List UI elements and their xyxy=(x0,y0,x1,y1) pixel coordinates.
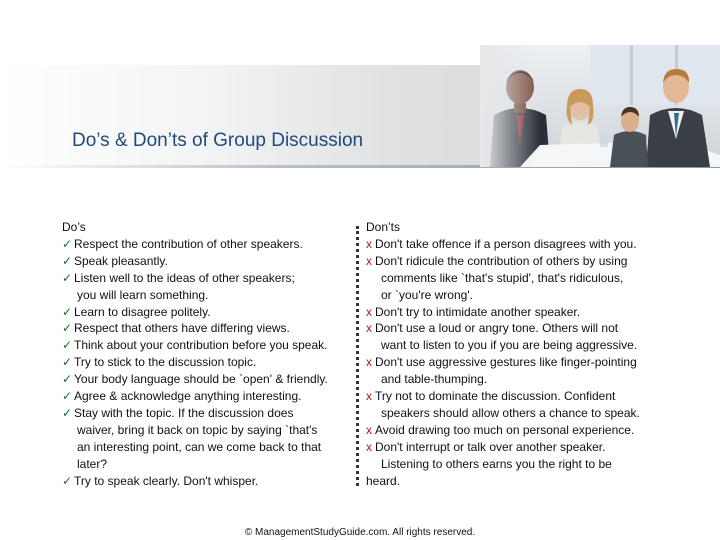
donts-item-text: Don't try to intimidate another speaker. xyxy=(375,304,581,319)
check-icon: ✓ xyxy=(62,236,73,251)
dos-item-text: Learn to disagree politely. xyxy=(74,304,211,319)
dos-item xyxy=(62,337,352,354)
dos-item xyxy=(62,371,352,388)
dos-item xyxy=(62,304,352,321)
donts-item xyxy=(366,320,666,337)
cross-icon: x xyxy=(366,304,372,319)
dos-item xyxy=(62,320,352,337)
dos-item-continuation: waiver, bring it back on topic by saying `that's xyxy=(77,422,318,437)
dos-item-continuation: an interesting point, can we come back to that xyxy=(77,439,322,454)
donts-item-text: Try not to dominate the discussion. Confident xyxy=(375,389,616,404)
check-icon: ✓ xyxy=(62,389,73,404)
donts-item-text: Don't interrupt or talk over another speaker. xyxy=(375,439,606,454)
dos-item-text: Speak pleasantly. xyxy=(74,253,168,268)
cross-icon: x xyxy=(366,422,372,437)
donts-item-continuation: or `you're wrong'. xyxy=(381,287,473,302)
dos-item xyxy=(62,388,352,405)
dos-item xyxy=(62,473,352,490)
dos-column xyxy=(62,219,352,490)
check-icon: ✓ xyxy=(62,355,73,370)
dos-item-text: Try to stick to the discussion topic. xyxy=(74,355,257,370)
dos-item xyxy=(62,253,352,270)
dos-item-text: Respect the contribution of other speakers. xyxy=(74,236,303,251)
donts-item xyxy=(366,439,666,456)
dos-item xyxy=(62,270,352,287)
donts-item xyxy=(366,388,666,405)
check-icon: ✓ xyxy=(62,321,73,336)
dos-item-continuation: you will learn something. xyxy=(77,287,209,302)
donts-item xyxy=(366,304,666,321)
dos-item xyxy=(62,405,352,422)
check-icon: ✓ xyxy=(62,473,73,488)
donts-item-continuation: Listening to others earns you the right to be xyxy=(381,456,612,471)
donts-item-text: Don't take offence if a person disagrees with you. xyxy=(375,236,637,251)
dos-item xyxy=(62,236,352,253)
donts-item-text: Don't use aggressive gestures like finger-pointing xyxy=(375,355,637,370)
donts-item-text: Don't ridicule the contribution of others by using xyxy=(375,253,628,268)
dos-item-text: Your body language should be `open' & friendly. xyxy=(74,372,328,387)
dos-item-text: Respect that others have differing views. xyxy=(74,321,290,336)
check-icon: ✓ xyxy=(62,304,73,319)
donts-item-continuation: comments like `that's stupid', that's ridiculous, xyxy=(381,270,624,285)
cross-icon: x xyxy=(366,236,372,251)
donts-item-text: Don't use a loud or angry tone. Others will not xyxy=(375,321,619,336)
donts-item-continuation: heard. xyxy=(366,473,401,488)
check-icon: ✓ xyxy=(62,270,73,285)
column-divider xyxy=(356,226,359,486)
check-icon: ✓ xyxy=(62,405,73,420)
cross-icon: x xyxy=(366,439,372,454)
dos-item-text: Agree & acknowledge anything interesting. xyxy=(74,389,302,404)
donts-item-continuation: and table-thumping. xyxy=(381,372,488,387)
dos-heading: Do’s xyxy=(62,220,86,234)
cross-icon: x xyxy=(366,321,372,336)
copyright-footer: © ManagementStudyGuide.com. All rights reserved. xyxy=(244,527,476,538)
dos-item-text: Listen well to the ideas of other speakers; xyxy=(74,270,295,285)
meeting-photo xyxy=(480,45,720,167)
dos-item-text: Try to speak clearly. Don't whisper. xyxy=(74,473,259,488)
check-icon: ✓ xyxy=(62,338,73,353)
dos-item-continuation: later? xyxy=(77,456,108,471)
donts-item-continuation: want to listen to you if you are being aggressive. xyxy=(381,338,638,353)
slide-title: Do’s & Don’ts of Group Discussion xyxy=(72,130,364,151)
donts-item xyxy=(366,236,666,253)
donts-item-continuation: speakers should allow others a chance to speak. xyxy=(381,405,640,420)
cross-icon: x xyxy=(366,389,372,404)
donts-item xyxy=(366,422,666,439)
check-icon: ✓ xyxy=(62,372,73,387)
cross-icon: x xyxy=(366,253,372,268)
donts-heading: Don’ts xyxy=(366,220,401,234)
dos-item-text: Think about your contribution before you speak. xyxy=(74,338,328,353)
dos-item-text: Stay with the topic. If the discussion does xyxy=(74,405,294,420)
donts-item-text: Avoid drawing too much on personal experience. xyxy=(375,422,635,437)
donts-item xyxy=(366,253,666,270)
check-icon: ✓ xyxy=(62,253,73,268)
cross-icon: x xyxy=(366,355,372,370)
dos-item xyxy=(62,354,352,371)
donts-item xyxy=(366,354,666,371)
donts-column xyxy=(366,219,666,490)
